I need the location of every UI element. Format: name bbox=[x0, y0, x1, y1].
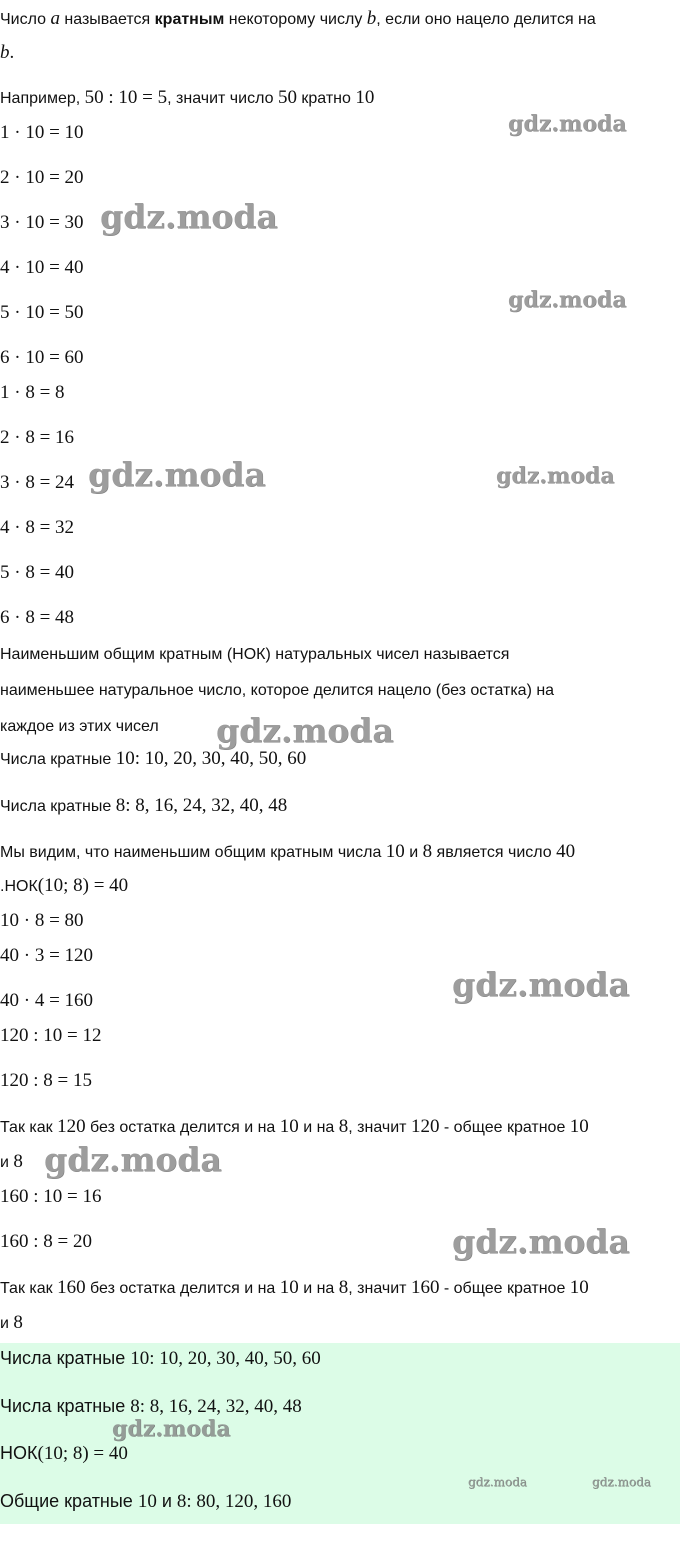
nok-definition-line-1: Наименьшим общим кратным (НОК) натуральных чисел называется bbox=[0, 646, 510, 663]
multiple-8-row: 1 · 8 = 8 bbox=[0, 382, 65, 403]
multiple-10-row: 2 · 10 = 20 bbox=[0, 167, 84, 188]
multiple-8-row: 3 · 8 = 24 bbox=[0, 472, 75, 493]
definition-line-2: b. bbox=[0, 42, 15, 63]
multiple-10-row: 4 · 10 = 40 bbox=[0, 257, 84, 278]
watermark-logo: gdz.moda bbox=[100, 197, 278, 236]
watermark-logo: gdz.moda bbox=[592, 1475, 651, 1489]
watermark-logo: gdz.moda bbox=[452, 965, 630, 1004]
calc-row: 120 : 10 = 12 bbox=[0, 1025, 102, 1046]
reason-160-line-2: и 8 bbox=[0, 1312, 23, 1333]
reason-120-line-2: и 8 bbox=[0, 1151, 23, 1172]
reason-160-line-1: Так как 160 без остатка делится и на 10 и на 8, значит 160 - общее кратное 10 bbox=[0, 1277, 589, 1298]
watermark-logo: gdz.moda bbox=[468, 1475, 527, 1489]
nok-result-line: .НОК(10; 8) = 40 bbox=[0, 875, 129, 896]
multiple-8-row: 2 · 8 = 16 bbox=[0, 427, 75, 448]
reason-120-line-1: Так как 120 без остатка делится и на 10 и на 8, значит 120 - общее кратное 10 bbox=[0, 1116, 589, 1137]
summary-nok: НОК(10; 8) = 40 bbox=[0, 1443, 128, 1464]
multiple-10-row: 6 · 10 = 60 bbox=[0, 347, 84, 368]
summary-box bbox=[0, 1343, 680, 1524]
multiple-8-row: 4 · 8 = 32 bbox=[0, 517, 75, 538]
summary-list-10: Числа кратные 10: 10, 20, 30, 40, 50, 60 bbox=[0, 1348, 321, 1369]
watermark-logo: gdz.moda bbox=[508, 287, 627, 313]
conclusion-line: Мы видим, что наименьшим общим кратным числа 10 и 8 является число 40 bbox=[0, 841, 576, 862]
multiple-8-row: 6 · 8 = 48 bbox=[0, 607, 75, 628]
summary-common: Общие кратные 10 и 8: 80, 120, 160 bbox=[0, 1491, 292, 1512]
multiples-list-8: Числа кратные 8: 8, 16, 24, 32, 40, 48 bbox=[0, 795, 288, 816]
multiple-8-row: 5 · 8 = 40 bbox=[0, 562, 75, 583]
calc-row: 40 · 3 = 120 bbox=[0, 945, 94, 966]
watermark-logo: gdz.moda bbox=[452, 1222, 630, 1261]
multiple-10-row: 5 · 10 = 50 bbox=[0, 302, 84, 323]
summary-list-8: Числа кратные 8: 8, 16, 24, 32, 40, 48 bbox=[0, 1396, 302, 1417]
var-a: a bbox=[50, 8, 60, 29]
var-b: b bbox=[366, 8, 377, 29]
calc-row: 10 · 8 = 80 bbox=[0, 910, 84, 931]
example-line: Например, 50 : 10 = 5, значит число 50 кратно 10 bbox=[0, 87, 375, 108]
calc-row: 40 · 4 = 160 bbox=[0, 990, 94, 1011]
calc-row: 160 : 8 = 20 bbox=[0, 1231, 92, 1252]
multiples-list-10: Числа кратные 10: 10, 20, 30, 40, 50, 60 bbox=[0, 748, 307, 769]
multiple-10-row: 1 · 10 = 10 bbox=[0, 122, 84, 143]
watermark-logo: gdz.moda bbox=[112, 1416, 231, 1442]
watermark-logo: gdz.moda bbox=[508, 111, 627, 137]
nok-definition-line-2: наименьшее натуральное число, которое делится нацело (без остатка) на bbox=[0, 682, 555, 699]
watermark-logo: gdz.moda bbox=[496, 463, 615, 489]
calc-row: 160 : 10 = 16 bbox=[0, 1186, 102, 1207]
term-kratnym: кратным bbox=[154, 11, 225, 28]
watermark-logo: gdz.moda bbox=[216, 711, 394, 750]
multiple-10-row: 3 · 10 = 30 bbox=[0, 212, 84, 233]
definition-line-1: Число a называется кратным некоторому числу b, если оно нацело делится на bbox=[0, 8, 596, 29]
nok-definition-line-3: каждое из этих чисел bbox=[0, 718, 159, 735]
calc-row: 120 : 8 = 15 bbox=[0, 1070, 92, 1091]
watermark-logo: gdz.moda bbox=[44, 1140, 222, 1179]
watermark-logo: gdz.moda bbox=[88, 455, 266, 494]
